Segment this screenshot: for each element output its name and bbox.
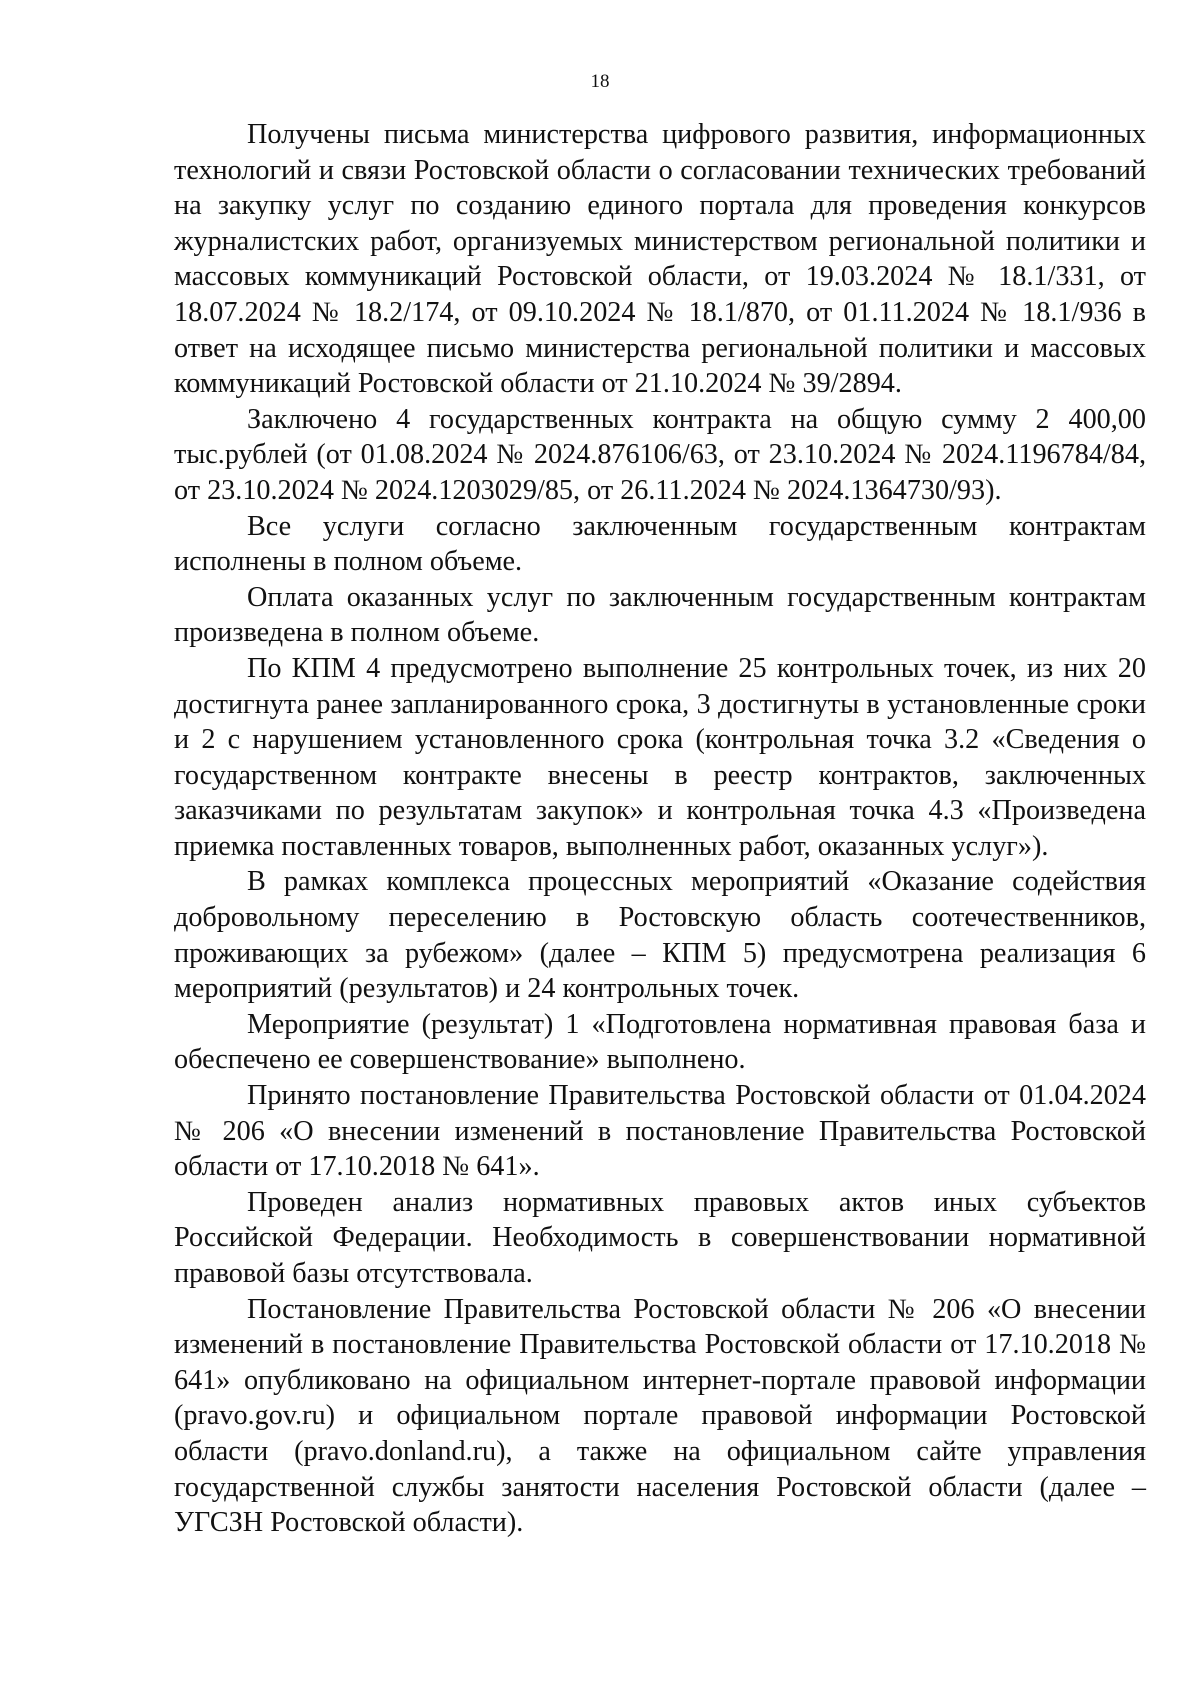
paragraph-payment-made: Оплата оказанных услуг по заключенным государственным контрактам произведена в полном объеме. [174, 581, 1146, 649]
paragraph-kpm5-overview: В рамках комплекса процессных мероприятий «Оказание содействия добровольному переселению в Ростовскую область соотечественников, проживающих за рубежом» (далее – КПМ 5) предусмотрена реализация 6 мероприятий (результатов) и 24 контрольных точек. [174, 866, 1146, 1005]
paragraph-publication: Постановление Правительства Ростовской области № 206 «О внесении изменений в постановление Правительства Ростовской области от 17.10.2018 № 641» опубликовано на официальном интернет-портале правовой информации (pravo.gov.ru) и официальном портале правовой информации Ростовской области (pravo.donland.ru), а также на официальном сайте управления государственной службы занятости населения Ростовской области (далее – УГСЗН Ростовской области). [174, 1293, 1146, 1539]
paragraph-kpm4-control-points: По КПМ 4 предусмотрено выполнение 25 контрольных точек, из них 20 достигнута ранее запланированного срока, 3 достигнуты в установленные сроки и 2 с нарушением установленного срока (контрольная точка 3.2 «Сведения о государственном контракте внесены в реестр контрактов, заключенных заказчиками по результатам закупок» и контрольная точка 4.3 «Произведена приемка поставленных товаров, выполненных работ, оказанных услуг»). [174, 652, 1146, 862]
document-body [174, 117, 1146, 1541]
paragraph-contracts-concluded: Заключено 4 государственных контракта на общую сумму 2 400,00 тыс.рублей (от 01.08.2024 № 2024.876106/63, от 23.10.2024 № 2024.1196784/84, от 23.10.2024 № 2024.1203029/85, от 26.11.2024 № 2024.1364730/93). [174, 403, 1146, 506]
paragraph-event-1: Мероприятие (результат) 1 «Подготовлена нормативная правовая база и обеспечено ее совершенствование» выполнено. [174, 1008, 1146, 1076]
paragraph-letters-received: Получены письма министерства цифрового развития, информационных технологий и связи Ростовской области о согласовании технических требований на закупку услуг по созданию единого портала для проведения конкурсов журналистских работ, организуемых министерством региональной политики и массовых коммуникаций Ростовской области, от 19.03.2024 № 18.1/331, от 18.07.2024 № 18.2/174, от 09.10.2024 № 18.1/870, от 01.11.2024 № 18.1/936 в ответ на исходящее письмо министерства региональной политики и массовых коммуникаций Ростовской области от 21.10.2024 № 39/2894. [174, 119, 1146, 400]
paragraph-analysis: Проведен анализ нормативных правовых актов иных субъектов Российской Федерации. Необходимость в совершенствовании нормативной правовой базы отсутствовала. [174, 1186, 1146, 1289]
paragraph-resolution-adopted: Принято постановление Правительства Ростовской области от 01.04.2024 № 206 «О внесении изменений в постановление Правительства Ростовской области от 17.10.2018 № 641». [174, 1080, 1146, 1183]
paragraph-services-fulfilled: Все услуги согласно заключенным государственным контрактам исполнены в полном объеме. [174, 510, 1146, 578]
page-number: 18 [590, 71, 610, 92]
